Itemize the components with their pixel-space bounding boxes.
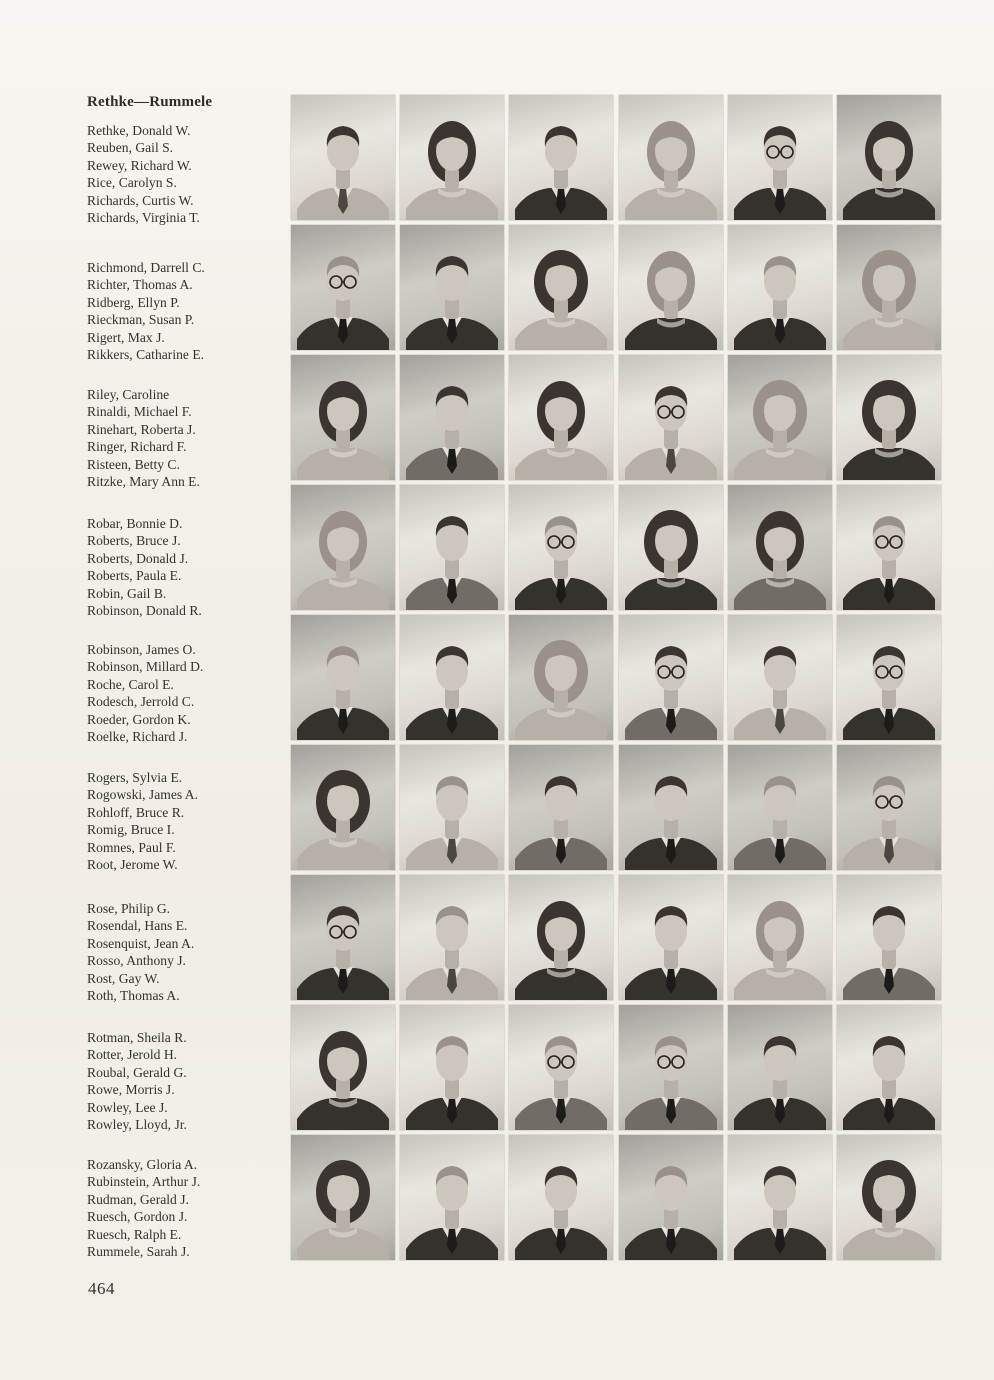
- portrait-silhouette: [619, 745, 723, 870]
- student-name: Roubal, Gerald G.: [87, 1064, 187, 1080]
- name-group: [87, 386, 287, 490]
- portrait-silhouette: [837, 225, 941, 350]
- name-group: [87, 641, 287, 745]
- portrait-photo: [400, 355, 504, 480]
- portrait-photo: [291, 95, 395, 220]
- portrait-silhouette: [728, 95, 832, 220]
- name-group: [87, 1156, 287, 1260]
- student-name: Richards, Curtis W.: [87, 192, 194, 208]
- portrait-photo: [837, 355, 941, 480]
- portrait-silhouette: [837, 875, 941, 1000]
- student-name: Rice, Carolyn S.: [87, 175, 177, 191]
- student-name: Riley, Caroline: [87, 387, 170, 402]
- portrait-silhouette: [619, 1005, 723, 1130]
- portrait-photo: [400, 745, 504, 870]
- student-name: Richter, Thomas A.: [87, 277, 193, 293]
- portrait-photo: [728, 1005, 832, 1130]
- student-name: Rogers, Sylvia E.: [87, 770, 183, 785]
- portrait-photo: [837, 95, 941, 220]
- portrait-silhouette: [400, 1005, 504, 1130]
- portrait-silhouette: [291, 485, 395, 610]
- portrait-silhouette: [291, 1005, 395, 1130]
- portrait-photo: [619, 745, 723, 870]
- portrait-silhouette: [837, 1005, 941, 1130]
- photo-grid: [291, 95, 941, 1260]
- name-group: [87, 769, 287, 873]
- portrait-silhouette: [837, 745, 941, 870]
- portrait-silhouette: [728, 225, 832, 350]
- portrait-photo: [619, 355, 723, 480]
- student-name: Rodesch, Jerrold C.: [87, 694, 195, 710]
- portrait-photo: [291, 1005, 395, 1130]
- student-name: Root, Jerome W.: [87, 857, 178, 873]
- portrait-silhouette: [400, 95, 504, 220]
- student-name: Ringer, Richard F.: [87, 439, 187, 455]
- portrait-silhouette: [728, 745, 832, 870]
- portrait-silhouette: [619, 95, 723, 220]
- student-name: Rowley, Lloyd, Jr.: [87, 1117, 187, 1133]
- portrait-photo: [728, 355, 832, 480]
- portrait-silhouette: [291, 225, 395, 350]
- portrait-silhouette: [291, 875, 395, 1000]
- student-name: Rozansky, Gloria A.: [87, 1157, 198, 1172]
- portrait-photo: [728, 225, 832, 350]
- portrait-photo: [291, 485, 395, 610]
- portrait-silhouette: [619, 1135, 723, 1260]
- student-name: Rose, Philip G.: [87, 901, 171, 916]
- student-name: Roche, Carol E.: [87, 676, 174, 692]
- portrait-photo: [400, 485, 504, 610]
- portrait-photo: [728, 95, 832, 220]
- portrait-photo: [728, 485, 832, 610]
- student-name: Robin, Gail B.: [87, 585, 167, 601]
- portrait-photo: [509, 745, 613, 870]
- student-name: Roelke, Richard J.: [87, 729, 188, 745]
- portrait-photo: [619, 1005, 723, 1130]
- portrait-silhouette: [400, 745, 504, 870]
- portrait-photo: [728, 745, 832, 870]
- student-name: Ritzke, Mary Ann E.: [87, 474, 200, 490]
- student-name: Rigert, Max J.: [87, 329, 165, 345]
- portrait-silhouette: [509, 355, 613, 480]
- student-name: Rudman, Gerald J.: [87, 1191, 189, 1207]
- portrait-photo: [400, 1005, 504, 1130]
- student-name: Rost, Gay W.: [87, 970, 160, 986]
- portrait-silhouette: [837, 485, 941, 610]
- student-name: Richmond, Darrell C.: [87, 260, 205, 275]
- portrait-silhouette: [619, 615, 723, 740]
- portrait-silhouette: [291, 355, 395, 480]
- portrait-silhouette: [837, 1135, 941, 1260]
- student-name: Rikkers, Catharine E.: [87, 347, 205, 363]
- portrait-silhouette: [509, 1135, 613, 1260]
- portrait-photo: [619, 615, 723, 740]
- portrait-photo: [837, 1005, 941, 1130]
- student-name: Reuben, Gail S.: [87, 140, 174, 156]
- portrait-silhouette: [728, 615, 832, 740]
- portrait-silhouette: [728, 485, 832, 610]
- student-name: Roeder, Gordon K.: [87, 711, 191, 727]
- portrait-silhouette: [400, 485, 504, 610]
- portrait-silhouette: [837, 615, 941, 740]
- student-name: Roberts, Paula E.: [87, 568, 182, 584]
- portrait-silhouette: [837, 355, 941, 480]
- student-name: Rewey, Richard W.: [87, 157, 192, 173]
- portrait-silhouette: [619, 485, 723, 610]
- portrait-photo: [291, 225, 395, 350]
- student-name: Romig, Bruce I.: [87, 822, 175, 838]
- student-name: Rummele, Sarah J.: [87, 1244, 190, 1260]
- portrait-silhouette: [509, 485, 613, 610]
- student-name: Romnes, Paul F.: [87, 839, 176, 855]
- student-name: Roth, Thomas A.: [87, 988, 180, 1004]
- student-name: Rowley, Lee J.: [87, 1099, 168, 1115]
- portrait-photo: [291, 875, 395, 1000]
- portrait-photo: [400, 225, 504, 350]
- page-number: 464: [88, 1279, 115, 1298]
- student-name: Rotman, Sheila R.: [87, 1030, 187, 1045]
- portrait-photo: [291, 355, 395, 480]
- student-name: Rinehart, Roberta J.: [87, 421, 196, 437]
- student-name: Robinson, James O.: [87, 642, 196, 657]
- portrait-silhouette: [728, 875, 832, 1000]
- portrait-photo: [509, 355, 613, 480]
- portrait-photo: [291, 1135, 395, 1260]
- student-name: Rosenquist, Jean A.: [87, 935, 195, 951]
- portrait-silhouette: [837, 95, 941, 220]
- portrait-photo: [837, 615, 941, 740]
- student-name: Rinaldi, Michael F.: [87, 404, 192, 420]
- student-name: Roberts, Donald J.: [87, 550, 189, 566]
- portrait-silhouette: [509, 1005, 613, 1130]
- portrait-silhouette: [619, 355, 723, 480]
- portrait-silhouette: [728, 1005, 832, 1130]
- portrait-silhouette: [619, 875, 723, 1000]
- portrait-photo: [509, 485, 613, 610]
- portrait-photo: [400, 1135, 504, 1260]
- portrait-photo: [837, 225, 941, 350]
- student-name: Rosso, Anthony J.: [87, 953, 186, 969]
- portrait-silhouette: [400, 355, 504, 480]
- portrait-photo: [509, 95, 613, 220]
- portrait-photo: [619, 485, 723, 610]
- student-name: Rethke, Donald W.: [87, 123, 191, 138]
- name-group: [87, 1029, 287, 1133]
- portrait-photo: [509, 615, 613, 740]
- page-header: Rethke—Rummele: [87, 94, 213, 110]
- student-name: Richards, Virginia T.: [87, 210, 200, 226]
- portrait-photo: [728, 875, 832, 1000]
- student-name: Rohloff, Bruce R.: [87, 804, 185, 820]
- student-name: Ruesch, Ralph E.: [87, 1226, 182, 1242]
- portrait-photo: [619, 875, 723, 1000]
- portrait-silhouette: [400, 875, 504, 1000]
- portrait-photo: [400, 95, 504, 220]
- portrait-photo: [837, 745, 941, 870]
- portrait-silhouette: [509, 615, 613, 740]
- student-name: Roberts, Bruce J.: [87, 533, 181, 549]
- portrait-photo: [619, 1135, 723, 1260]
- portrait-silhouette: [728, 355, 832, 480]
- portrait-photo: [837, 485, 941, 610]
- portrait-photo: [837, 1135, 941, 1260]
- student-name: Ridberg, Ellyn P.: [87, 294, 180, 310]
- student-name: Robinson, Millard D.: [87, 659, 204, 675]
- portrait-photo: [509, 875, 613, 1000]
- portrait-photo: [728, 615, 832, 740]
- portrait-photo: [728, 1135, 832, 1260]
- portrait-silhouette: [291, 615, 395, 740]
- portrait-silhouette: [509, 875, 613, 1000]
- portrait-silhouette: [400, 615, 504, 740]
- portrait-photo: [291, 745, 395, 870]
- portrait-silhouette: [509, 745, 613, 870]
- student-name: Rosendal, Hans E.: [87, 918, 188, 934]
- student-name: Risteen, Betty C.: [87, 456, 180, 472]
- student-name: Rowe, Morris J.: [87, 1082, 175, 1098]
- name-group: [87, 900, 287, 1004]
- portrait-photo: [400, 615, 504, 740]
- student-name: Rotter, Jerold H.: [87, 1047, 178, 1063]
- portrait-silhouette: [400, 225, 504, 350]
- name-list: [0, 0, 290, 1380]
- student-name: Rubinstein, Arthur J.: [87, 1174, 201, 1190]
- portrait-silhouette: [400, 1135, 504, 1260]
- portrait-photo: [837, 875, 941, 1000]
- student-name: Rieckman, Susan P.: [87, 312, 195, 328]
- portrait-photo: [509, 1005, 613, 1130]
- portrait-photo: [619, 225, 723, 350]
- portrait-silhouette: [509, 95, 613, 220]
- portrait-photo: [400, 875, 504, 1000]
- name-group: [87, 515, 287, 619]
- portrait-silhouette: [619, 225, 723, 350]
- portrait-silhouette: [291, 1135, 395, 1260]
- name-group: [87, 259, 287, 363]
- student-name: Ruesch, Gordon J.: [87, 1209, 188, 1225]
- portrait-silhouette: [728, 1135, 832, 1260]
- portrait-photo: [619, 95, 723, 220]
- portrait-silhouette: [291, 745, 395, 870]
- student-name: Robinson, Donald R.: [87, 603, 202, 619]
- portrait-photo: [509, 225, 613, 350]
- portrait-photo: [509, 1135, 613, 1260]
- name-group: [87, 122, 287, 226]
- portrait-silhouette: [291, 95, 395, 220]
- student-name: Rogowski, James A.: [87, 787, 199, 803]
- student-name: Robar, Bonnie D.: [87, 516, 183, 531]
- portrait-silhouette: [509, 225, 613, 350]
- portrait-photo: [291, 615, 395, 740]
